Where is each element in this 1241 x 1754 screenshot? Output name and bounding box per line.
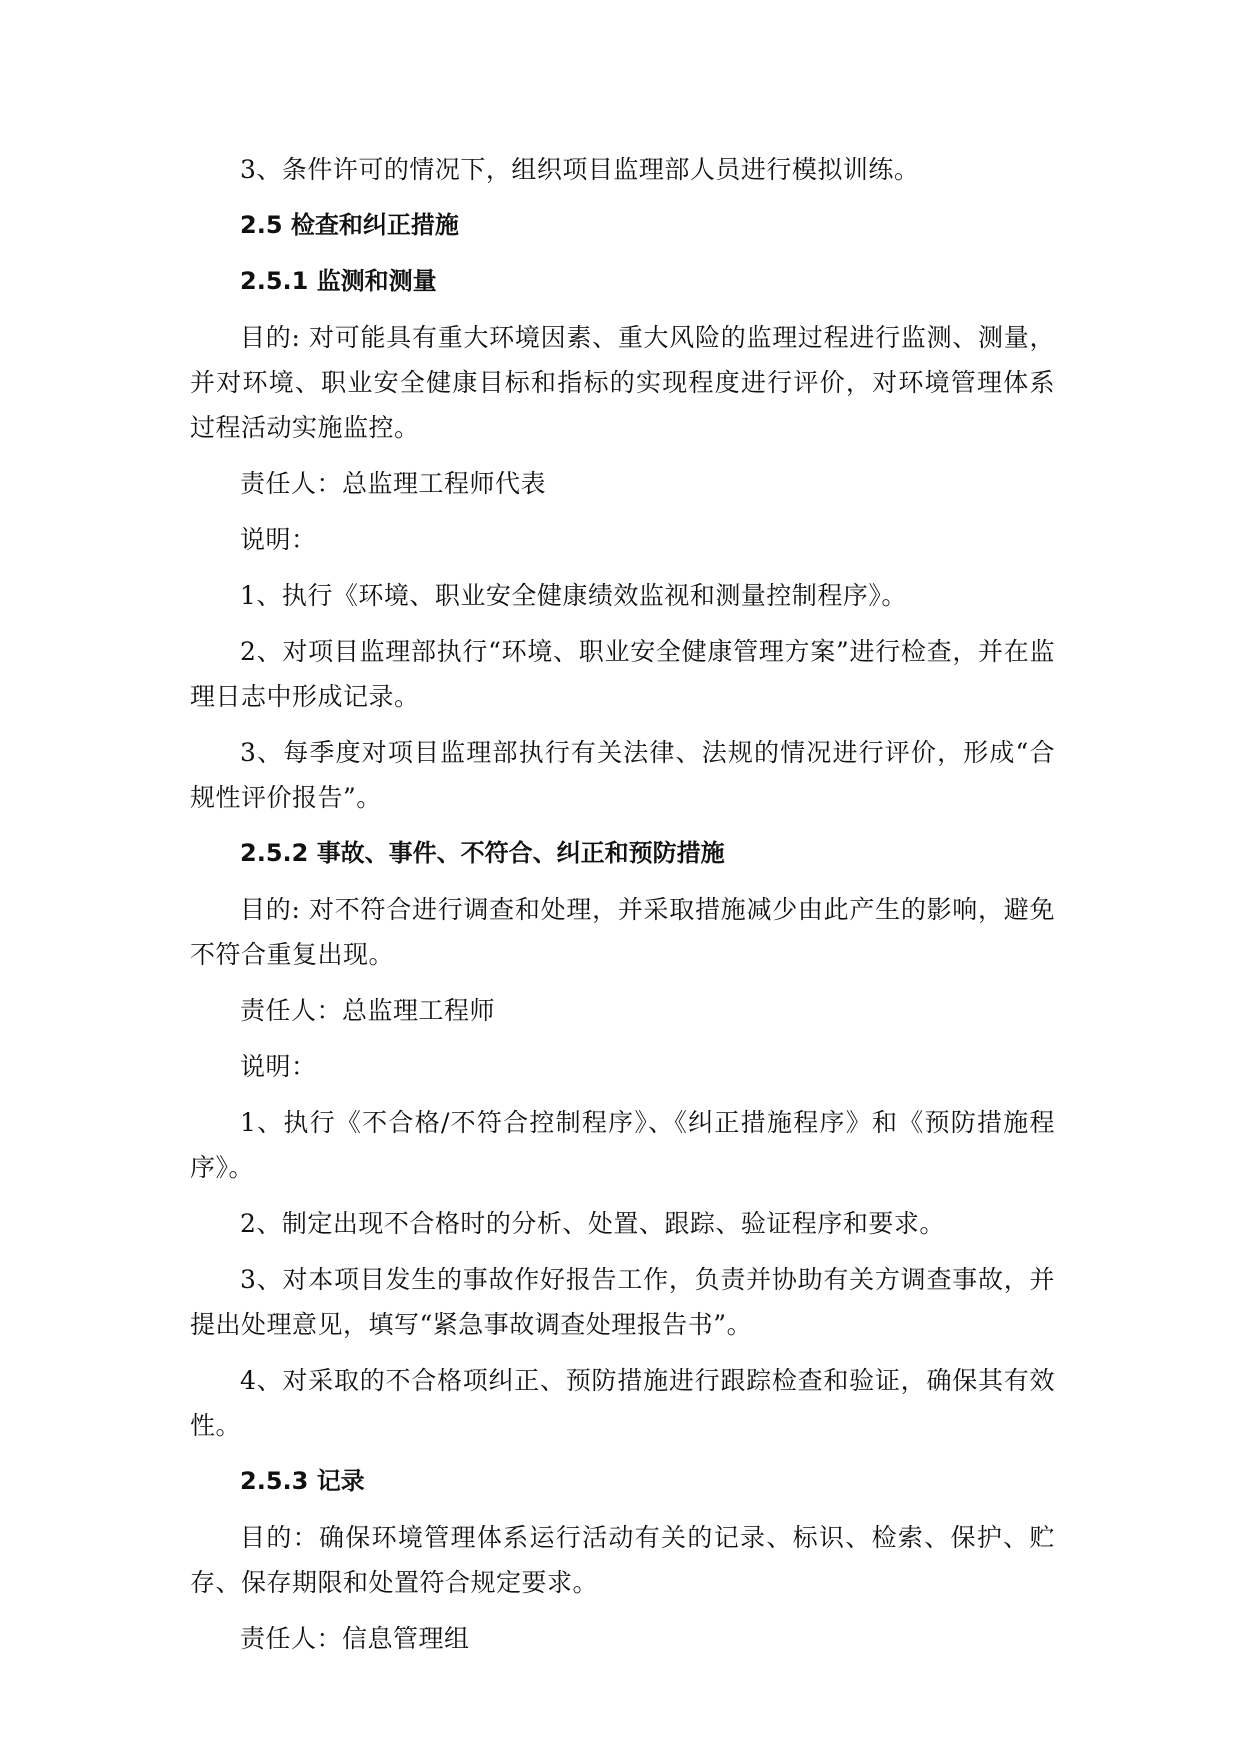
paragraph-2-5-2-item4: 4、对采取的不合格项纠正、预防措施进行跟踪检查和验证，确保其有效性。 [190, 1366, 1055, 1440]
paragraph-2-5-1-purpose: 目的: 对可能具有重大环境因素、重大风险的监理过程进行监测、测量，并对环境、职业安全健康目标和指标的实现程度进行评价，对环境管理体系过程活动实施监控。 [190, 323, 1055, 442]
paragraph-2-5-2-item3: 3、对本项目发生的事故作好报告工作，负责并协助有关方调查事故，并提出处理意见，填写“紧急事故调查处理报告书”。 [190, 1265, 1055, 1339]
paragraph-2-5-2-owner: 责任人：总监理工程师 [240, 996, 496, 1025]
section-heading-2-5: 2.5 检查和纠正措施 [240, 211, 459, 239]
paragraph-2-5-1-item3: 3、每季度对项目监理部执行有关法律、法规的情况进行评价，形成“合规性评价报告”。 [190, 738, 1055, 812]
paragraph-2-5-3-owner: 责任人：信息管理组 [240, 1624, 470, 1653]
paragraph-2-5-2-purpose: 目的: 对不符合进行调查和处理，并采取措施减少由此产生的影响，避免不符合重复出现。 [190, 895, 1055, 969]
paragraph-item3-simulation-training: 3、条件许可的情况下，组织项目监理部人员进行模拟训练。 [240, 155, 920, 184]
section-heading-2-5-3: 2.5.3 记录 [240, 1467, 365, 1495]
paragraph-2-5-1-owner: 责任人：总监理工程师代表 [240, 469, 547, 498]
paragraph-2-5-1-item1: 1、执行《环境、职业安全健康绩效监视和测量控制程序》。 [240, 581, 907, 610]
paragraph-2-5-2-item2: 2、制定出现不合格时的分析、处置、跟踪、验证程序和要求。 [240, 1209, 945, 1238]
section-heading-2-5-2: 2.5.2 事故、事件、不符合、纠正和预防措施 [240, 839, 725, 867]
paragraph-2-5-3-purpose: 目的：确保环境管理体系运行活动有关的记录、标识、检索、保护、贮存、保存期限和处置符合规定要求。 [190, 1523, 1055, 1597]
paragraph-2-5-1-note: 说明： [240, 525, 317, 554]
document-body [190, 147, 1055, 1672]
paragraph-2-5-2-note: 说明： [240, 1052, 317, 1081]
paragraph-2-5-2-item1: 1、执行《不合格/不符合控制程序》、《纠正措施程序》和《预防措施程序》。 [190, 1108, 1055, 1182]
paragraph-2-5-1-item2: 2、对项目监理部执行“环境、职业安全健康管理方案”进行检查，并在监理日志中形成记录。 [190, 637, 1055, 711]
section-heading-2-5-1: 2.5.1 监测和测量 [240, 267, 437, 295]
